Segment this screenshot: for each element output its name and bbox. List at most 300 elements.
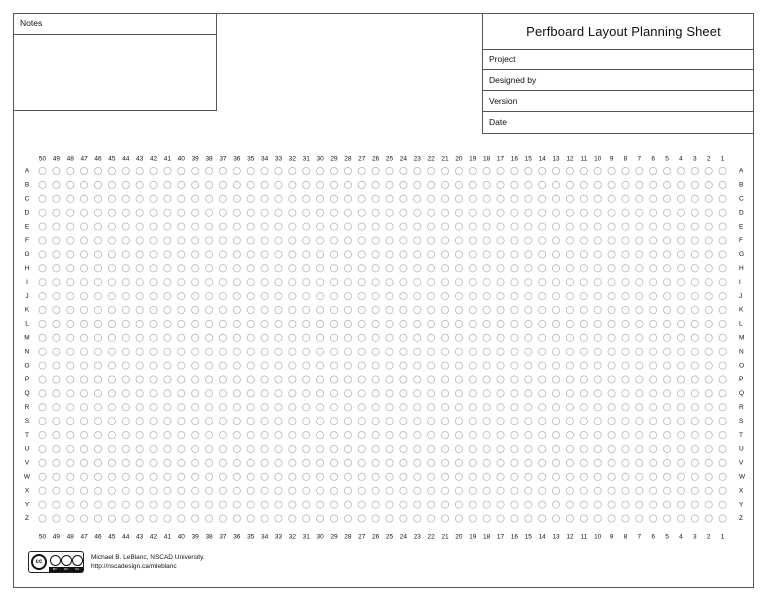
perfboard-hole[interactable] — [330, 432, 337, 439]
perfboard-hole[interactable] — [289, 181, 296, 188]
perfboard-hole[interactable] — [53, 209, 60, 216]
perfboard-hole[interactable] — [511, 251, 518, 258]
perfboard-hole[interactable] — [178, 390, 185, 397]
perfboard-hole[interactable] — [205, 376, 212, 383]
perfboard-hole[interactable] — [344, 251, 351, 258]
perfboard-hole[interactable] — [428, 418, 435, 425]
perfboard-hole[interactable] — [275, 195, 282, 202]
perfboard-hole[interactable] — [400, 418, 407, 425]
perfboard-hole[interactable] — [608, 362, 615, 369]
perfboard-hole[interactable] — [691, 432, 698, 439]
perfboard-hole[interactable] — [164, 404, 171, 411]
perfboard-hole[interactable] — [580, 501, 587, 508]
perfboard-hole[interactable] — [136, 418, 143, 425]
perfboard-hole[interactable] — [455, 251, 462, 258]
perfboard-hole[interactable] — [608, 348, 615, 355]
perfboard-hole[interactable] — [164, 293, 171, 300]
perfboard-hole[interactable] — [539, 181, 546, 188]
perfboard-hole[interactable] — [622, 167, 629, 174]
perfboard-hole[interactable] — [178, 195, 185, 202]
perfboard-hole[interactable] — [455, 362, 462, 369]
perfboard-hole[interactable] — [622, 418, 629, 425]
perfboard-hole[interactable] — [441, 390, 448, 397]
perfboard-hole[interactable] — [344, 390, 351, 397]
perfboard-hole[interactable] — [289, 293, 296, 300]
perfboard-hole[interactable] — [552, 445, 559, 452]
perfboard-hole[interactable] — [150, 348, 157, 355]
perfboard-hole[interactable] — [608, 251, 615, 258]
perfboard-hole[interactable] — [636, 445, 643, 452]
perfboard-hole[interactable] — [636, 251, 643, 258]
perfboard-hole[interactable] — [566, 390, 573, 397]
perfboard-hole[interactable] — [192, 320, 199, 327]
perfboard-hole[interactable] — [594, 390, 601, 397]
perfboard-hole[interactable] — [178, 181, 185, 188]
perfboard-hole[interactable] — [636, 209, 643, 216]
perfboard-hole[interactable] — [205, 473, 212, 480]
perfboard-hole[interactable] — [580, 279, 587, 286]
perfboard-hole[interactable] — [289, 459, 296, 466]
perfboard-hole[interactable] — [150, 251, 157, 258]
perfboard-hole[interactable] — [386, 223, 393, 230]
perfboard-hole[interactable] — [608, 320, 615, 327]
perfboard-hole[interactable] — [511, 265, 518, 272]
perfboard-hole[interactable] — [289, 265, 296, 272]
perfboard-hole[interactable] — [428, 390, 435, 397]
perfboard-hole[interactable] — [677, 279, 684, 286]
perfboard-hole[interactable] — [691, 418, 698, 425]
perfboard-hole[interactable] — [289, 432, 296, 439]
perfboard-hole[interactable] — [552, 306, 559, 313]
perfboard-hole[interactable] — [53, 279, 60, 286]
perfboard-hole[interactable] — [691, 487, 698, 494]
perfboard-hole[interactable] — [150, 473, 157, 480]
perfboard-hole[interactable] — [719, 487, 726, 494]
perfboard-hole[interactable] — [705, 501, 712, 508]
perfboard-hole[interactable] — [622, 223, 629, 230]
perfboard-hole[interactable] — [455, 473, 462, 480]
perfboard-hole[interactable] — [150, 376, 157, 383]
perfboard-hole[interactable] — [233, 445, 240, 452]
perfboard-hole[interactable] — [81, 473, 88, 480]
perfboard-hole[interactable] — [705, 223, 712, 230]
perfboard-hole[interactable] — [539, 459, 546, 466]
perfboard-hole[interactable] — [650, 279, 657, 286]
perfboard-hole[interactable] — [219, 376, 226, 383]
perfboard-hole[interactable] — [219, 293, 226, 300]
perfboard-hole[interactable] — [455, 334, 462, 341]
perfboard-hole[interactable] — [469, 348, 476, 355]
perfboard-hole[interactable] — [275, 181, 282, 188]
perfboard-hole[interactable] — [247, 167, 254, 174]
perfboard-hole[interactable] — [552, 348, 559, 355]
perfboard-hole[interactable] — [441, 167, 448, 174]
perfboard-hole[interactable] — [372, 209, 379, 216]
perfboard-hole[interactable] — [469, 293, 476, 300]
perfboard-hole[interactable] — [303, 265, 310, 272]
perfboard-hole[interactable] — [330, 320, 337, 327]
perfboard-hole[interactable] — [455, 501, 462, 508]
perfboard-hole[interactable] — [303, 237, 310, 244]
perfboard-hole[interactable] — [150, 390, 157, 397]
perfboard-hole[interactable] — [247, 348, 254, 355]
perfboard-hole[interactable] — [219, 487, 226, 494]
perfboard-hole[interactable] — [247, 306, 254, 313]
perfboard-hole[interactable] — [511, 237, 518, 244]
perfboard-hole[interactable] — [455, 237, 462, 244]
perfboard-hole[interactable] — [344, 473, 351, 480]
perfboard-hole[interactable] — [469, 404, 476, 411]
perfboard-hole[interactable] — [552, 320, 559, 327]
perfboard-hole[interactable] — [289, 223, 296, 230]
perfboard-hole[interactable] — [580, 181, 587, 188]
perfboard-hole[interactable] — [164, 445, 171, 452]
perfboard-hole[interactable] — [192, 167, 199, 174]
perfboard-hole[interactable] — [664, 418, 671, 425]
perfboard-hole[interactable] — [677, 334, 684, 341]
perfboard-hole[interactable] — [525, 320, 532, 327]
perfboard-hole[interactable] — [636, 306, 643, 313]
perfboard-hole[interactable] — [81, 209, 88, 216]
perfboard-hole[interactable] — [608, 376, 615, 383]
perfboard-hole[interactable] — [664, 209, 671, 216]
perfboard-hole[interactable] — [261, 418, 268, 425]
perfboard-hole[interactable] — [233, 209, 240, 216]
perfboard-hole[interactable] — [552, 432, 559, 439]
perfboard-hole[interactable] — [303, 251, 310, 258]
perfboard-hole[interactable] — [261, 209, 268, 216]
perfboard-hole[interactable] — [650, 432, 657, 439]
perfboard-hole[interactable] — [275, 487, 282, 494]
perfboard-hole[interactable] — [358, 251, 365, 258]
perfboard-hole[interactable] — [261, 223, 268, 230]
perfboard-hole[interactable] — [303, 459, 310, 466]
perfboard-hole[interactable] — [386, 293, 393, 300]
perfboard-hole[interactable] — [192, 195, 199, 202]
perfboard-hole[interactable] — [289, 376, 296, 383]
perfboard-hole[interactable] — [691, 390, 698, 397]
perfboard-hole[interactable] — [525, 265, 532, 272]
perfboard-hole[interactable] — [192, 181, 199, 188]
perfboard-hole[interactable] — [261, 265, 268, 272]
perfboard-hole[interactable] — [261, 445, 268, 452]
perfboard-hole[interactable] — [677, 501, 684, 508]
perfboard-hole[interactable] — [580, 334, 587, 341]
perfboard-hole[interactable] — [53, 237, 60, 244]
perfboard-hole[interactable] — [289, 473, 296, 480]
perfboard-hole[interactable] — [386, 459, 393, 466]
perfboard-hole[interactable] — [247, 265, 254, 272]
perfboard-hole[interactable] — [636, 320, 643, 327]
perfboard-hole[interactable] — [233, 293, 240, 300]
perfboard-hole[interactable] — [178, 306, 185, 313]
perfboard-hole[interactable] — [414, 515, 421, 522]
perfboard-hole[interactable] — [677, 195, 684, 202]
perfboard-hole[interactable] — [386, 320, 393, 327]
perfboard-hole[interactable] — [344, 362, 351, 369]
perfboard-hole[interactable] — [53, 501, 60, 508]
perfboard-hole[interactable] — [164, 279, 171, 286]
perfboard-hole[interactable] — [691, 279, 698, 286]
perfboard-hole[interactable] — [428, 237, 435, 244]
perfboard-hole[interactable] — [372, 390, 379, 397]
perfboard-hole[interactable] — [539, 334, 546, 341]
perfboard-hole[interactable] — [247, 195, 254, 202]
perfboard-hole[interactable] — [178, 487, 185, 494]
perfboard-hole[interactable] — [455, 376, 462, 383]
perfboard-hole[interactable] — [594, 348, 601, 355]
perfboard-hole[interactable] — [122, 181, 129, 188]
perfboard-hole[interactable] — [455, 306, 462, 313]
perfboard-hole[interactable] — [580, 487, 587, 494]
perfboard-hole[interactable] — [483, 501, 490, 508]
perfboard-hole[interactable] — [289, 362, 296, 369]
perfboard-hole[interactable] — [94, 306, 101, 313]
perfboard-hole[interactable] — [136, 237, 143, 244]
perfboard-hole[interactable] — [525, 390, 532, 397]
perfboard-hole[interactable] — [205, 195, 212, 202]
perfboard-hole[interactable] — [94, 195, 101, 202]
perfboard-hole[interactable] — [386, 390, 393, 397]
perfboard-hole[interactable] — [497, 223, 504, 230]
perfboard-hole[interactable] — [664, 167, 671, 174]
perfboard-hole[interactable] — [330, 362, 337, 369]
perfboard-hole[interactable] — [219, 362, 226, 369]
perfboard-hole[interactable] — [650, 501, 657, 508]
perfboard-hole[interactable] — [94, 265, 101, 272]
perfboard-hole[interactable] — [136, 223, 143, 230]
perfboard-hole[interactable] — [358, 376, 365, 383]
perfboard-hole[interactable] — [81, 334, 88, 341]
perfboard-hole[interactable] — [372, 265, 379, 272]
perfboard-hole[interactable] — [289, 237, 296, 244]
perfboard-hole[interactable] — [178, 209, 185, 216]
perfboard-hole[interactable] — [580, 265, 587, 272]
perfboard-hole[interactable] — [289, 195, 296, 202]
perfboard-hole[interactable] — [67, 459, 74, 466]
perfboard-hole[interactable] — [344, 181, 351, 188]
perfboard-hole[interactable] — [594, 445, 601, 452]
perfboard-hole[interactable] — [608, 237, 615, 244]
perfboard-hole[interactable] — [372, 501, 379, 508]
perfboard-hole[interactable] — [39, 223, 46, 230]
perfboard-hole[interactable] — [483, 237, 490, 244]
perfboard-hole[interactable] — [566, 265, 573, 272]
perfboard-hole[interactable] — [497, 445, 504, 452]
perfboard-hole[interactable] — [608, 306, 615, 313]
perfboard-hole[interactable] — [497, 501, 504, 508]
perfboard-hole[interactable] — [650, 376, 657, 383]
perfboard-hole[interactable] — [608, 195, 615, 202]
perfboard-hole[interactable] — [552, 209, 559, 216]
perfboard-hole[interactable] — [275, 418, 282, 425]
perfboard-hole[interactable] — [81, 432, 88, 439]
perfboard-hole[interactable] — [469, 237, 476, 244]
perfboard-hole[interactable] — [344, 432, 351, 439]
perfboard-hole[interactable] — [81, 265, 88, 272]
perfboard-hole[interactable] — [400, 515, 407, 522]
perfboard-hole[interactable] — [81, 348, 88, 355]
perfboard-hole[interactable] — [303, 167, 310, 174]
perfboard-hole[interactable] — [344, 348, 351, 355]
perfboard-hole[interactable] — [455, 348, 462, 355]
perfboard-hole[interactable] — [275, 515, 282, 522]
perfboard-hole[interactable] — [233, 334, 240, 341]
perfboard-hole[interactable] — [164, 195, 171, 202]
perfboard-hole[interactable] — [205, 306, 212, 313]
perfboard-hole[interactable] — [108, 265, 115, 272]
perfboard-hole[interactable] — [136, 432, 143, 439]
perfboard-hole[interactable] — [108, 459, 115, 466]
perfboard-hole[interactable] — [719, 209, 726, 216]
perfboard-hole[interactable] — [691, 404, 698, 411]
perfboard-hole[interactable] — [497, 320, 504, 327]
perfboard-hole[interactable] — [261, 237, 268, 244]
perfboard-hole[interactable] — [691, 459, 698, 466]
perfboard-hole[interactable] — [650, 181, 657, 188]
perfboard-hole[interactable] — [372, 432, 379, 439]
perfboard-hole[interactable] — [400, 501, 407, 508]
perfboard-hole[interactable] — [205, 223, 212, 230]
perfboard-hole[interactable] — [317, 306, 324, 313]
perfboard-hole[interactable] — [525, 293, 532, 300]
perfboard-hole[interactable] — [205, 293, 212, 300]
perfboard-hole[interactable] — [650, 265, 657, 272]
perfboard-hole[interactable] — [344, 459, 351, 466]
perfboard-hole[interactable] — [386, 487, 393, 494]
perfboard-hole[interactable] — [108, 251, 115, 258]
perfboard-hole[interactable] — [691, 334, 698, 341]
perfboard-hole[interactable] — [317, 473, 324, 480]
perfboard-hole[interactable] — [219, 167, 226, 174]
perfboard-hole[interactable] — [192, 223, 199, 230]
perfboard-hole[interactable] — [428, 404, 435, 411]
perfboard-hole[interactable] — [566, 209, 573, 216]
perfboard-hole[interactable] — [39, 237, 46, 244]
perfboard-hole[interactable] — [441, 487, 448, 494]
perfboard-hole[interactable] — [650, 293, 657, 300]
perfboard-hole[interactable] — [178, 167, 185, 174]
perfboard-hole[interactable] — [650, 209, 657, 216]
perfboard-hole[interactable] — [261, 473, 268, 480]
perfboard-hole[interactable] — [67, 237, 74, 244]
perfboard-hole[interactable] — [636, 376, 643, 383]
perfboard-hole[interactable] — [344, 501, 351, 508]
perfboard-hole[interactable] — [289, 209, 296, 216]
perfboard-hole[interactable] — [358, 501, 365, 508]
perfboard-hole[interactable] — [150, 237, 157, 244]
perfboard-hole[interactable] — [81, 376, 88, 383]
perfboard-hole[interactable] — [552, 265, 559, 272]
perfboard-hole[interactable] — [164, 348, 171, 355]
perfboard-hole[interactable] — [455, 223, 462, 230]
perfboard-hole[interactable] — [233, 473, 240, 480]
perfboard-hole[interactable] — [261, 376, 268, 383]
perfboard-hole[interactable] — [303, 376, 310, 383]
perfboard-hole[interactable] — [622, 473, 629, 480]
perfboard-hole[interactable] — [150, 306, 157, 313]
perfboard-hole[interactable] — [566, 223, 573, 230]
perfboard-hole[interactable] — [539, 473, 546, 480]
perfboard-hole[interactable] — [136, 390, 143, 397]
perfboard-hole[interactable] — [580, 209, 587, 216]
perfboard-hole[interactable] — [622, 348, 629, 355]
perfboard-hole[interactable] — [497, 473, 504, 480]
perfboard-hole[interactable] — [94, 390, 101, 397]
perfboard-hole[interactable] — [81, 390, 88, 397]
perfboard-hole[interactable] — [372, 195, 379, 202]
perfboard-hole[interactable] — [483, 418, 490, 425]
perfboard-hole[interactable] — [539, 515, 546, 522]
perfboard-hole[interactable] — [705, 293, 712, 300]
perfboard-hole[interactable] — [317, 390, 324, 397]
perfboard-hole[interactable] — [317, 459, 324, 466]
perfboard-hole[interactable] — [483, 334, 490, 341]
perfboard-hole[interactable] — [330, 445, 337, 452]
perfboard-hole[interactable] — [469, 251, 476, 258]
perfboard-hole[interactable] — [511, 362, 518, 369]
perfboard-hole[interactable] — [386, 195, 393, 202]
perfboard-hole[interactable] — [150, 334, 157, 341]
perfboard-hole[interactable] — [150, 279, 157, 286]
perfboard-hole[interactable] — [164, 390, 171, 397]
perfboard-hole[interactable] — [428, 376, 435, 383]
perfboard-hole[interactable] — [594, 376, 601, 383]
perfboard-hole[interactable] — [525, 473, 532, 480]
perfboard-hole[interactable] — [94, 459, 101, 466]
perfboard-hole[interactable] — [317, 265, 324, 272]
perfboard-hole[interactable] — [441, 362, 448, 369]
perfboard-hole[interactable] — [330, 390, 337, 397]
perfboard-hole[interactable] — [53, 293, 60, 300]
perfboard-hole[interactable] — [650, 418, 657, 425]
perfboard-hole[interactable] — [400, 265, 407, 272]
perfboard-hole[interactable] — [233, 167, 240, 174]
perfboard-hole[interactable] — [67, 209, 74, 216]
perfboard-hole[interactable] — [122, 223, 129, 230]
perfboard-hole[interactable] — [192, 265, 199, 272]
perfboard-hole[interactable] — [39, 418, 46, 425]
perfboard-hole[interactable] — [455, 265, 462, 272]
perfboard-hole[interactable] — [233, 223, 240, 230]
perfboard-hole[interactable] — [303, 279, 310, 286]
perfboard-hole[interactable] — [94, 223, 101, 230]
perfboard-hole[interactable] — [205, 265, 212, 272]
perfboard-hole[interactable] — [136, 445, 143, 452]
perfboard-hole[interactable] — [580, 390, 587, 397]
perfboard-hole[interactable] — [39, 432, 46, 439]
perfboard-hole[interactable] — [441, 459, 448, 466]
perfboard-hole[interactable] — [275, 376, 282, 383]
perfboard-hole[interactable] — [317, 501, 324, 508]
perfboard-hole[interactable] — [566, 515, 573, 522]
perfboard-hole[interactable] — [539, 376, 546, 383]
perfboard-hole[interactable] — [636, 432, 643, 439]
perfboard-hole[interactable] — [705, 209, 712, 216]
perfboard-hole[interactable] — [136, 487, 143, 494]
perfboard-hole[interactable] — [192, 376, 199, 383]
perfboard-hole[interactable] — [664, 334, 671, 341]
perfboard-hole[interactable] — [428, 473, 435, 480]
perfboard-hole[interactable] — [136, 362, 143, 369]
perfboard-hole[interactable] — [414, 459, 421, 466]
perfboard-hole[interactable] — [247, 251, 254, 258]
perfboard-hole[interactable] — [136, 404, 143, 411]
perfboard-hole[interactable] — [67, 334, 74, 341]
perfboard-hole[interactable] — [580, 223, 587, 230]
perfboard-hole[interactable] — [677, 459, 684, 466]
perfboard-hole[interactable] — [303, 390, 310, 397]
